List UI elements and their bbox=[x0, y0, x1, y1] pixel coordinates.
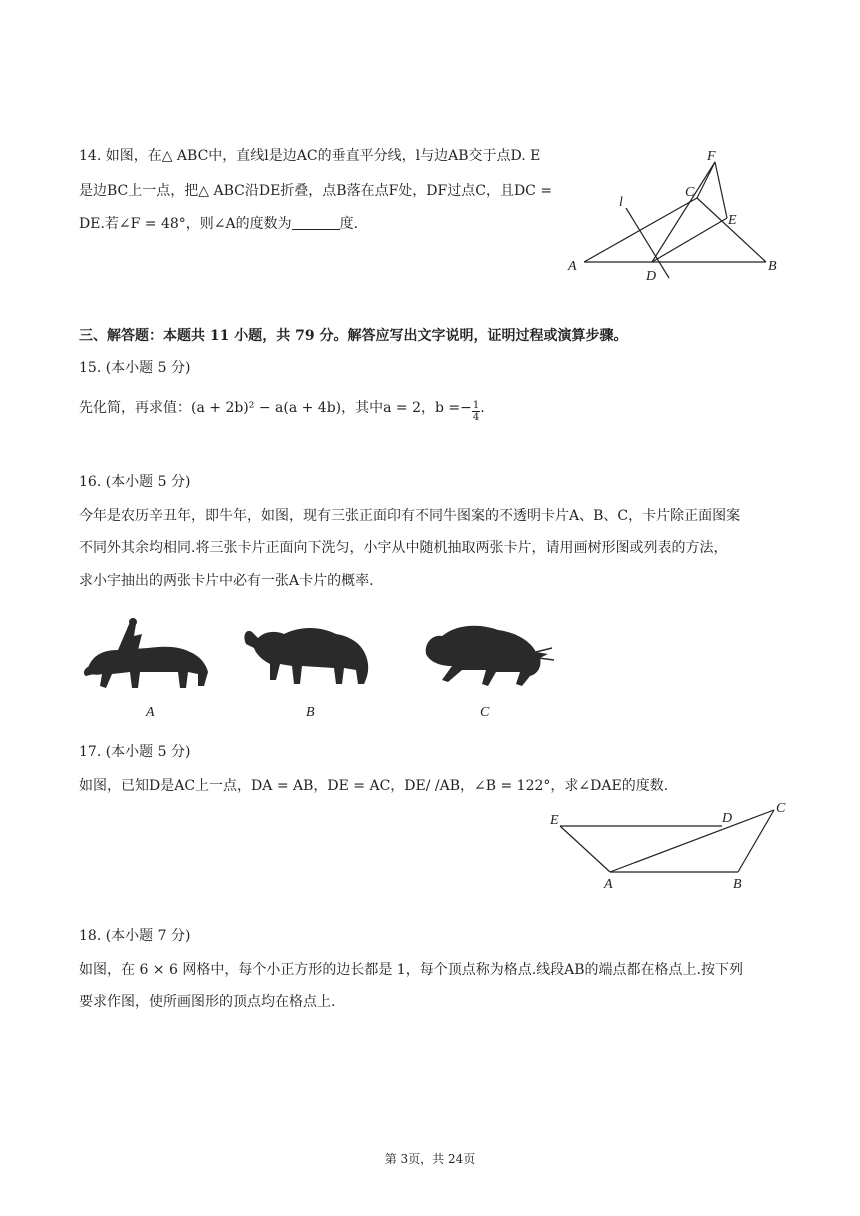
label-b: B bbox=[768, 259, 777, 274]
q15-header: 15. (本小题 5 分) bbox=[79, 360, 191, 376]
fraction-numerator: 1 bbox=[472, 400, 480, 411]
fraction bbox=[472, 400, 480, 423]
q16-line-3: 求小宇抽出的两张卡片中必有一张A卡片的概率. bbox=[79, 573, 374, 589]
q15-expression: 先化简，再求值：(a + 2b)² − a(a + 4b)，其中a = 2，b =− bbox=[79, 400, 472, 416]
q15-end: . bbox=[480, 400, 485, 416]
q14-line-3-text: DE.若∠F = 48°，则∠A的度数为 bbox=[79, 216, 292, 232]
segment-ea bbox=[560, 826, 610, 872]
label-c: C bbox=[685, 185, 695, 200]
q14-figure bbox=[0, 0, 860, 300]
caption-c: C bbox=[480, 705, 490, 720]
q15-text bbox=[79, 398, 485, 423]
segment-df bbox=[652, 162, 715, 262]
segment-fc bbox=[697, 162, 715, 198]
fraction-denominator: 4 bbox=[472, 412, 480, 423]
label-b: B bbox=[733, 877, 742, 892]
q18-line-2: 要求作图，使所画图形的顶点均在格点上. bbox=[79, 994, 336, 1010]
line-l bbox=[626, 208, 669, 278]
label-c: C bbox=[776, 801, 786, 816]
segment-de bbox=[652, 218, 727, 262]
label-f: F bbox=[707, 149, 716, 164]
label-l: l bbox=[619, 195, 623, 210]
segment-ac bbox=[610, 810, 774, 872]
segment-fe bbox=[715, 162, 727, 218]
bull-image-a bbox=[78, 616, 218, 696]
label-a: A bbox=[604, 877, 613, 892]
q17-text: 如图，已知D是AC上一点，DA = AB，DE = AC，DE/ /AB，∠B = 122°，求∠DAE的度数. bbox=[79, 778, 669, 794]
label-e: E bbox=[550, 813, 559, 828]
q17-header: 17. (本小题 5 分) bbox=[79, 744, 191, 760]
q14-line-2: 是边BC上一点，把△ ABC沿DE折叠，点B落在点F处，DF过点C，且DC = bbox=[79, 183, 553, 199]
q16-line-2: 不同外其余均相同.将三张卡片正面向下洗匀，小宇从中随机抽取两张卡片，请用画树形图或列表的方法， bbox=[79, 540, 728, 556]
caption-a: A bbox=[146, 705, 155, 720]
q16-line-1: 今年是农历辛丑年，即牛年，如图，现有三张正面印有不同牛图案的不透明卡片A、B、C，卡片除正面图案 bbox=[79, 508, 741, 524]
segment-ac bbox=[584, 198, 697, 262]
bull-image-c bbox=[418, 614, 558, 694]
q14-line-3-end: 度. bbox=[339, 216, 359, 232]
page-footer: 第 3页，共 24页 bbox=[384, 1152, 476, 1166]
caption-b: B bbox=[306, 705, 315, 720]
q17-figure bbox=[0, 780, 860, 920]
bull-image-b bbox=[240, 614, 380, 694]
label-a: A bbox=[568, 259, 577, 274]
section-heading: 三、解答题：本题共 11 小题，共 79 分。解答应写出文字说明，证明过程或演算步骤。 bbox=[79, 328, 628, 344]
q16-header: 16. (本小题 5 分) bbox=[79, 474, 191, 490]
q14-line-1: 14. 如图，在△ ABC中，直线l是边AC的垂直平分线，l与边AB交于点D. E bbox=[79, 148, 541, 164]
q18-line-1: 如图，在 6 × 6 网格中，每个小正方形的边长都是 1，每个顶点称为格点.线段AB的端点都在格点上.按下列 bbox=[79, 962, 743, 978]
label-e: E bbox=[728, 213, 737, 228]
segment-cb bbox=[738, 810, 774, 872]
q18-header: 18. (本小题 7 分) bbox=[79, 928, 191, 944]
label-d: D bbox=[722, 811, 733, 826]
label-d: D bbox=[646, 269, 657, 284]
